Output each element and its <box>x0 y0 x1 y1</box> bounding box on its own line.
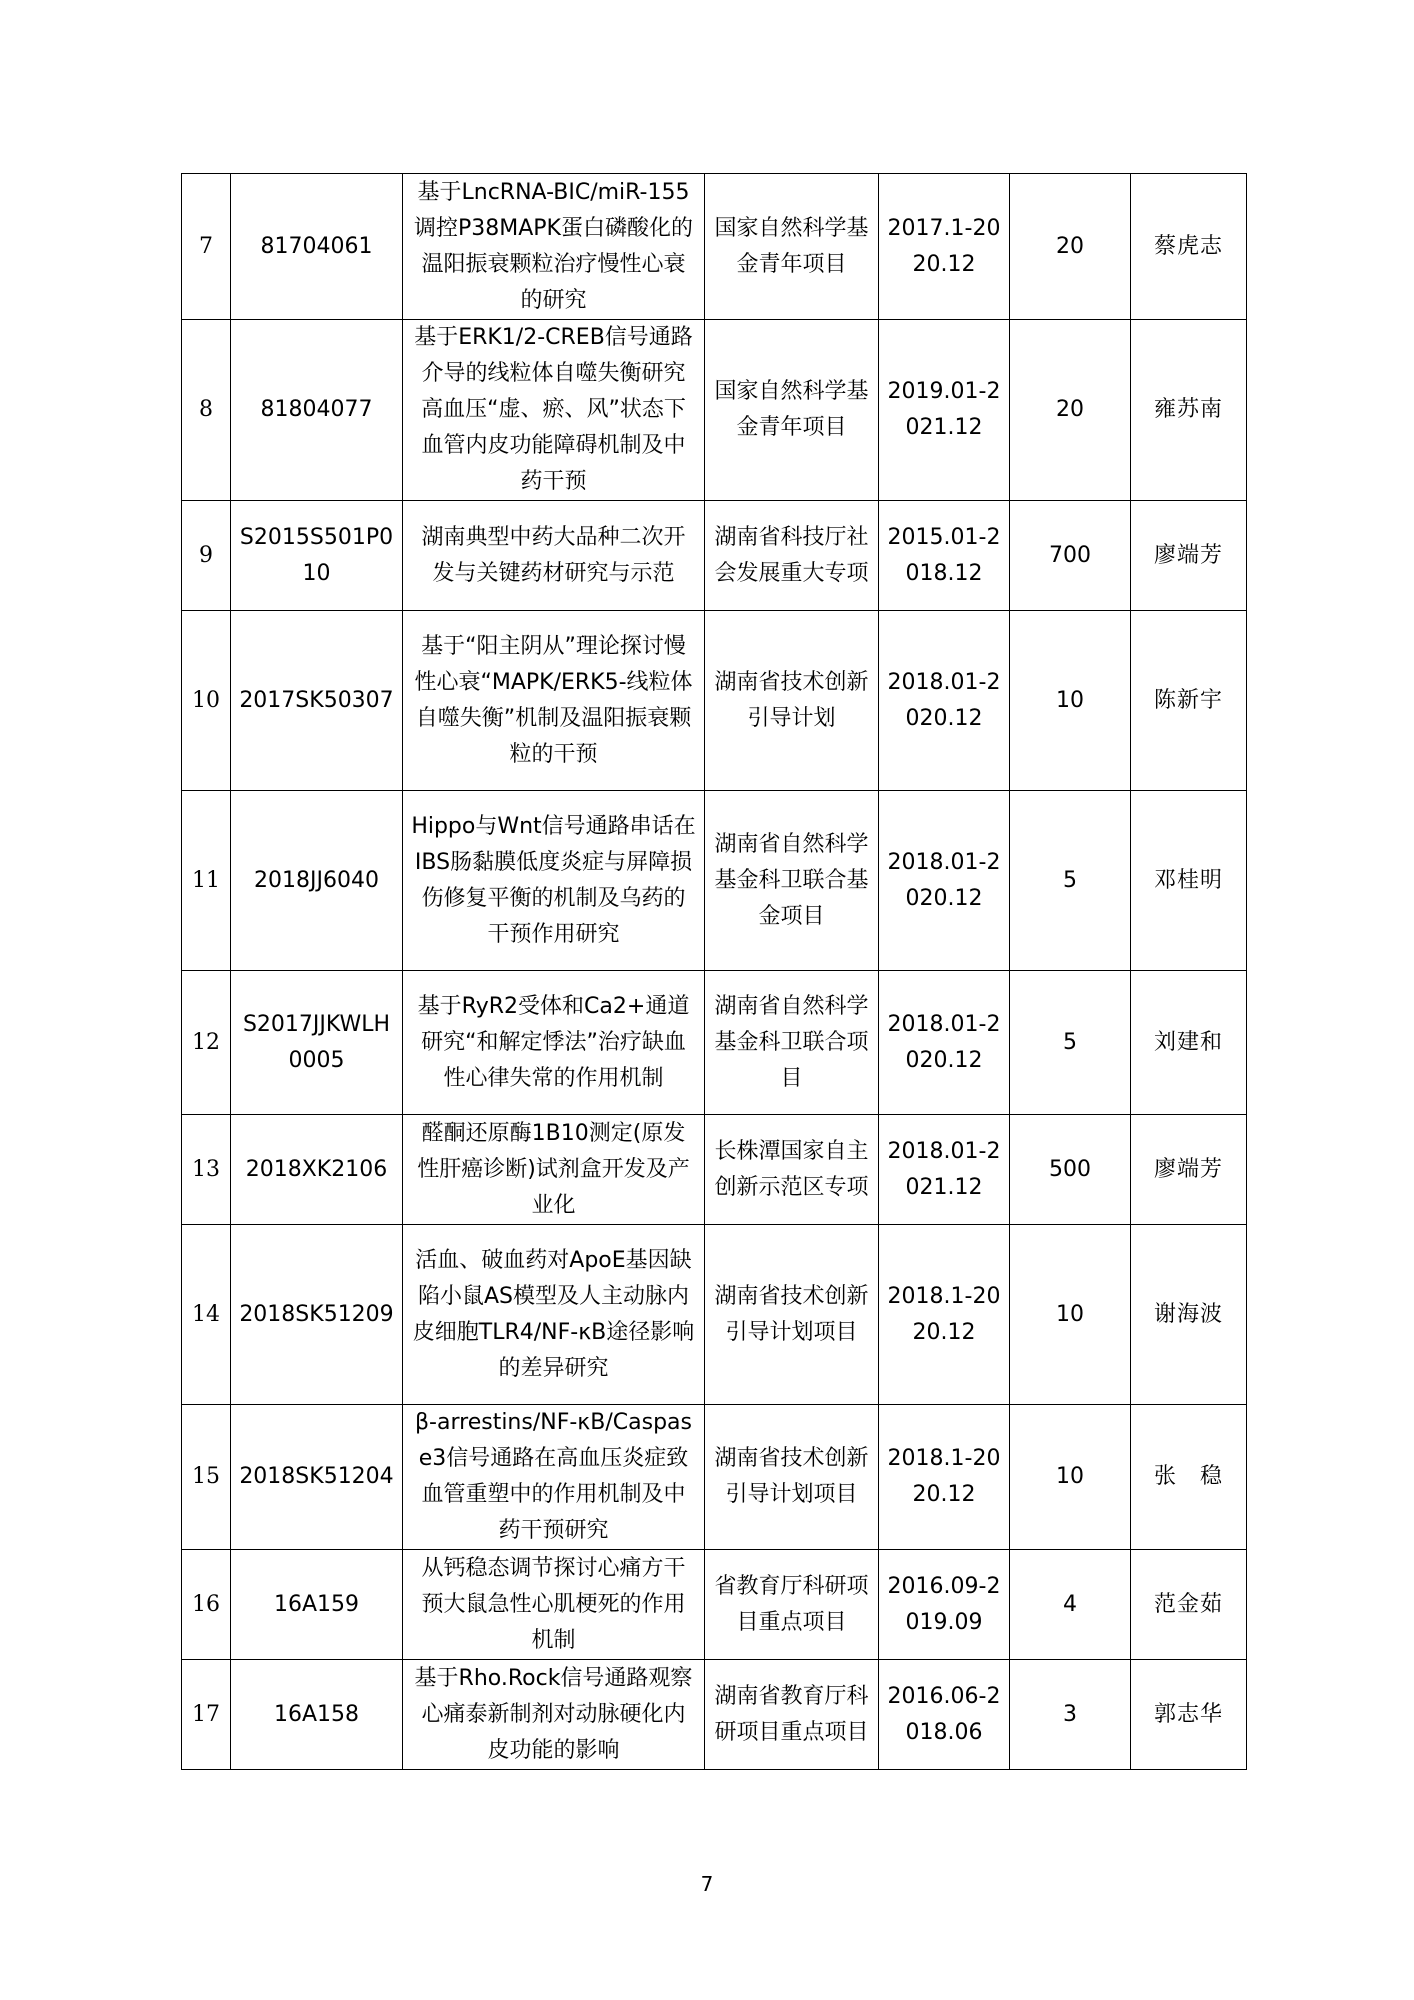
cell-project-source: 湖南省技术创新引导计划项目 <box>705 1225 879 1405</box>
cell-project-source: 湖南省技术创新引导计划项目 <box>705 1405 879 1550</box>
cell-project-period: 2016.06-2018.06 <box>879 1660 1010 1770</box>
table-row <box>182 1225 1247 1405</box>
table-row <box>182 174 1247 320</box>
cell-funding-amount: 20 <box>1010 174 1131 320</box>
cell-no: 17 <box>182 1660 231 1770</box>
cell-project-code: 81704061 <box>231 174 403 320</box>
cell-project-period: 2019.01-2021.12 <box>879 320 1010 501</box>
cell-project-code: 2017SK50307 <box>231 611 403 791</box>
cell-project-leader: 廖端芳 <box>1131 501 1247 611</box>
cell-no: 14 <box>182 1225 231 1405</box>
cell-funding-amount: 10 <box>1010 1405 1131 1550</box>
page-number: 7 <box>700 1872 714 1896</box>
cell-project-period: 2017.1-2020.12 <box>879 174 1010 320</box>
cell-no: 11 <box>182 791 231 971</box>
table-row <box>182 1660 1247 1770</box>
cell-funding-amount: 10 <box>1010 611 1131 791</box>
cell-project-code: 2018SK51209 <box>231 1225 403 1405</box>
cell-funding-amount: 5 <box>1010 791 1131 971</box>
cell-project-title: 从钙稳态调节探讨心痛方干预大鼠急性心肌梗死的作用机制 <box>403 1550 705 1660</box>
cell-project-leader: 廖端芳 <box>1131 1115 1247 1225</box>
cell-funding-amount: 700 <box>1010 501 1131 611</box>
cell-project-title: 基于“阳主阴从”理论探讨慢性心衰“MAPK/ERK5-线粒体自噬失衡”机制及温阳振衰颗粒的干预 <box>403 611 705 791</box>
table-row <box>182 611 1247 791</box>
cell-project-period: 2015.01-2018.12 <box>879 501 1010 611</box>
cell-project-code: 16A159 <box>231 1550 403 1660</box>
cell-project-source: 湖南省自然科学基金科卫联合基金项目 <box>705 791 879 971</box>
cell-no: 16 <box>182 1550 231 1660</box>
cell-project-period: 2018.01-2021.12 <box>879 1115 1010 1225</box>
cell-funding-amount: 20 <box>1010 320 1131 501</box>
cell-project-source: 湖南省技术创新引导计划 <box>705 611 879 791</box>
cell-project-leader: 蔡虎志 <box>1131 174 1247 320</box>
table-row <box>182 1405 1247 1550</box>
cell-project-title: 基于LncRNA-BIC/miR-155调控P38MAPK蛋白磷酸化的温阳振衰颗粒治疗慢性心衰的研究 <box>403 174 705 320</box>
cell-project-period: 2018.01-2020.12 <box>879 611 1010 791</box>
cell-project-title: 醛酮还原酶1B10测定(原发性肝癌诊断)试剂盒开发及产业化 <box>403 1115 705 1225</box>
cell-project-code: 81804077 <box>231 320 403 501</box>
cell-project-leader: 邓桂明 <box>1131 791 1247 971</box>
cell-project-title: 基于Rho.Rock信号通路观察心痛泰新制剂对动脉硬化内皮功能的影响 <box>403 1660 705 1770</box>
cell-project-leader: 郭志华 <box>1131 1660 1247 1770</box>
table-row <box>182 501 1247 611</box>
cell-project-leader: 陈新宇 <box>1131 611 1247 791</box>
cell-project-title: Hippo与Wnt信号通路串话在IBS肠黏膜低度炎症与屏障损伤修复平衡的机制及乌药的干预作用研究 <box>403 791 705 971</box>
cell-project-source: 国家自然科学基金青年项目 <box>705 320 879 501</box>
cell-funding-amount: 3 <box>1010 1660 1131 1770</box>
cell-project-leader: 雍苏南 <box>1131 320 1247 501</box>
cell-project-period: 2018.01-2020.12 <box>879 791 1010 971</box>
cell-project-title: 湖南典型中药大品种二次开发与关键药材研究与示范 <box>403 501 705 611</box>
table-row <box>182 1550 1247 1660</box>
cell-project-source: 省教育厅科研项目重点项目 <box>705 1550 879 1660</box>
cell-project-leader: 范金茹 <box>1131 1550 1247 1660</box>
cell-funding-amount: 4 <box>1010 1550 1131 1660</box>
cell-no: 15 <box>182 1405 231 1550</box>
cell-project-period: 2018.1-2020.12 <box>879 1405 1010 1550</box>
cell-project-leader: 刘建和 <box>1131 971 1247 1115</box>
table-row <box>182 1115 1247 1225</box>
cell-project-leader: 张 稳 <box>1131 1405 1247 1550</box>
cell-project-title: β-arrestins/NF-κB/Caspase3信号通路在高血压炎症致血管重塑中的作用机制及中药干预研究 <box>403 1405 705 1550</box>
cell-project-source: 国家自然科学基金青年项目 <box>705 174 879 320</box>
cell-funding-amount: 500 <box>1010 1115 1131 1225</box>
table-row <box>182 791 1247 971</box>
cell-project-period: 2018.01-2020.12 <box>879 971 1010 1115</box>
cell-project-source: 长株潭国家自主创新示范区专项 <box>705 1115 879 1225</box>
cell-funding-amount: 5 <box>1010 971 1131 1115</box>
cell-project-leader: 谢海波 <box>1131 1225 1247 1405</box>
cell-no: 12 <box>182 971 231 1115</box>
cell-project-code: 2018JJ6040 <box>231 791 403 971</box>
cell-project-title: 活血、破血药对ApoE基因缺陷小鼠AS模型及人主动脉内皮细胞TLR4/NF-κB途径影响的差异研究 <box>403 1225 705 1405</box>
cell-funding-amount: 10 <box>1010 1225 1131 1405</box>
projects-table <box>181 173 1247 1770</box>
cell-no: 13 <box>182 1115 231 1225</box>
cell-project-code: S2017JJKWLH0005 <box>231 971 403 1115</box>
table-row <box>182 320 1247 501</box>
cell-project-source: 湖南省自然科学基金科卫联合项目 <box>705 971 879 1115</box>
cell-project-source: 湖南省科技厅社会发展重大专项 <box>705 501 879 611</box>
table-body <box>182 174 1247 1770</box>
cell-no: 9 <box>182 501 231 611</box>
cell-project-code: 2018XK2106 <box>231 1115 403 1225</box>
cell-no: 10 <box>182 611 231 791</box>
cell-project-title: 基于ERK1/2-CREB信号通路介导的线粒体自噬失衡研究高血压“虚、瘀、风”状态下血管内皮功能障碍机制及中药干预 <box>403 320 705 501</box>
cell-no: 8 <box>182 320 231 501</box>
table-row <box>182 971 1247 1115</box>
cell-project-code: S2015S501P010 <box>231 501 403 611</box>
cell-project-code: 16A158 <box>231 1660 403 1770</box>
cell-project-period: 2018.1-2020.12 <box>879 1225 1010 1405</box>
cell-project-period: 2016.09-2019.09 <box>879 1550 1010 1660</box>
cell-project-title: 基于RyR2受体和Ca2+通道研究“和解定悸法”治疗缺血性心律失常的作用机制 <box>403 971 705 1115</box>
cell-project-source: 湖南省教育厅科研项目重点项目 <box>705 1660 879 1770</box>
cell-project-code: 2018SK51204 <box>231 1405 403 1550</box>
cell-no: 7 <box>182 174 231 320</box>
